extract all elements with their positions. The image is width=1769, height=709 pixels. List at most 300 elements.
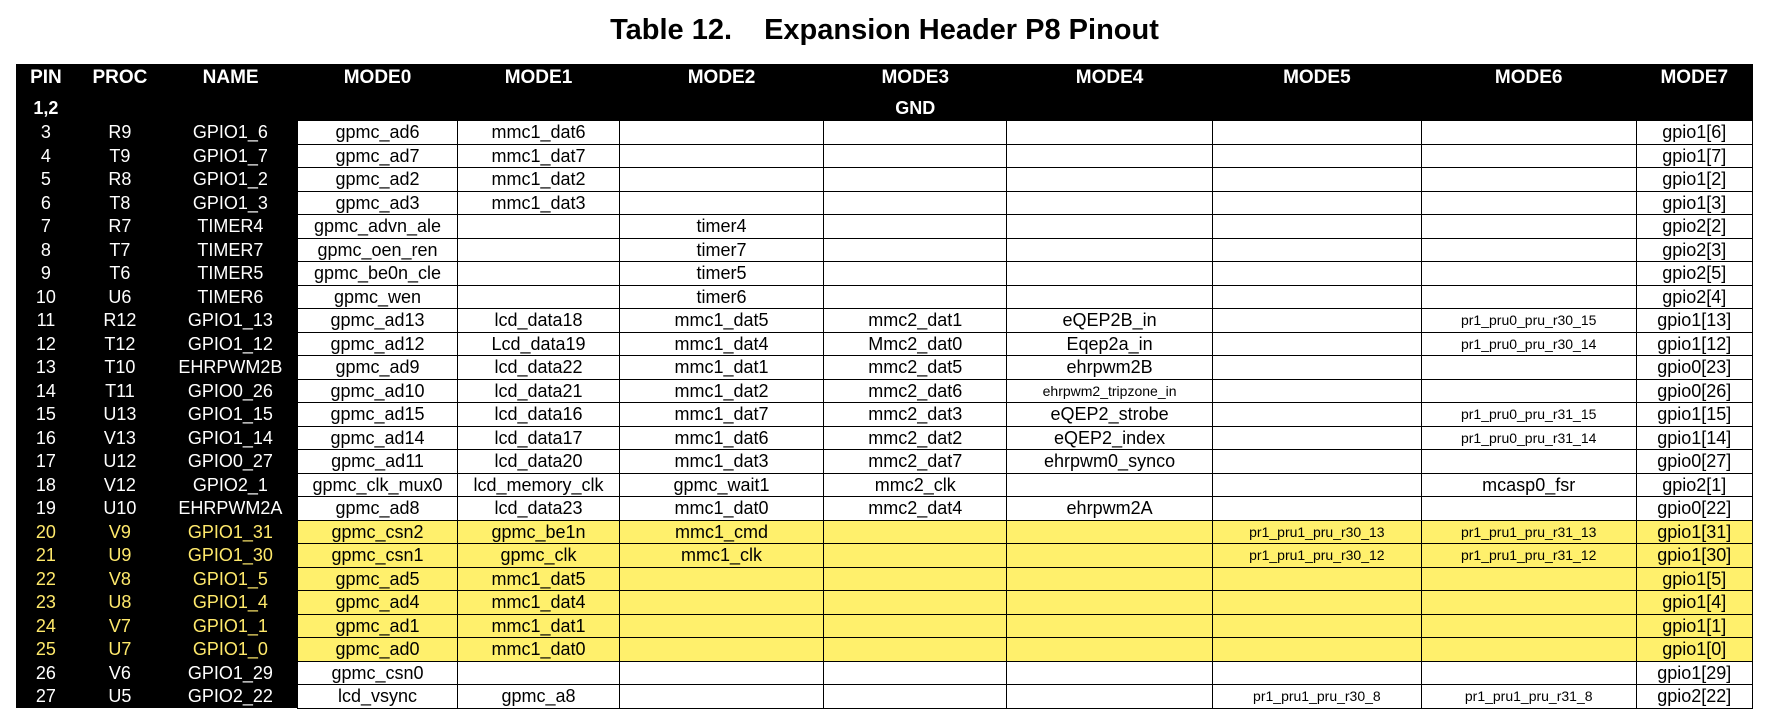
cell-proc: T12 xyxy=(76,332,164,356)
cell-mode0: gpmc_ad9 xyxy=(297,356,457,380)
cell-proc: R8 xyxy=(76,168,164,192)
cell-mode2: mmc1_dat0 xyxy=(619,497,823,521)
table-row xyxy=(16,567,1753,591)
cell-proc: V6 xyxy=(76,661,164,685)
cell-mode0: gpmc_advn_ale xyxy=(297,215,457,239)
cell-mode2: mmc1_dat2 xyxy=(619,379,823,403)
cell-mode3 xyxy=(824,567,1007,591)
column-header-mode4: MODE4 xyxy=(1007,64,1213,98)
cell-pin: 27 xyxy=(16,685,76,709)
table-row xyxy=(16,591,1753,615)
cell-mode1: lcd_data20 xyxy=(458,450,620,474)
cell-mode1: mmc1_dat3 xyxy=(458,191,620,215)
cell-mode1 xyxy=(458,215,620,239)
table-row xyxy=(16,638,1753,662)
cell-mode2 xyxy=(619,121,823,145)
cell-mode6 xyxy=(1421,379,1636,403)
cell-mode4: ehrpwm2B xyxy=(1007,356,1213,380)
cell-mode5: pr1_pru1_pru_r30_13 xyxy=(1212,520,1421,544)
column-header-proc: PROC xyxy=(76,64,164,98)
cell-proc: V8 xyxy=(76,567,164,591)
cell-name: GPIO1_30 xyxy=(164,544,297,568)
cell-mode1: gpmc_a8 xyxy=(458,685,620,709)
cell-mode7: gpio2[3] xyxy=(1636,238,1752,262)
cell-mode6 xyxy=(1421,238,1636,262)
cell-mode6 xyxy=(1421,638,1636,662)
cell-name: TIMER4 xyxy=(164,215,297,239)
cell-mode7: gpio2[4] xyxy=(1636,285,1752,309)
cell-mode0: gpmc_ad1 xyxy=(297,614,457,638)
cell-proc: U9 xyxy=(76,544,164,568)
cell-mode2 xyxy=(619,638,823,662)
cell-name: GPIO1_7 xyxy=(164,144,297,168)
cell-mode4 xyxy=(1007,215,1213,239)
cell-mode3: mmc2_dat3 xyxy=(824,403,1007,427)
cell-proc: V12 xyxy=(76,473,164,497)
gnd-mode7-cell xyxy=(1636,98,1752,121)
cell-mode6: pr1_pru1_pru_r31_8 xyxy=(1421,685,1636,709)
cell-mode4: ehrpwm2A xyxy=(1007,497,1213,521)
cell-mode7: gpio1[6] xyxy=(1636,121,1752,145)
cell-mode7: gpio1[7] xyxy=(1636,144,1752,168)
cell-mode5: pr1_pru1_pru_r30_8 xyxy=(1212,685,1421,709)
cell-mode5 xyxy=(1212,191,1421,215)
cell-mode6 xyxy=(1421,262,1636,286)
cell-pin: 17 xyxy=(16,450,76,474)
cell-mode2: mmc1_dat3 xyxy=(619,450,823,474)
table-row xyxy=(16,215,1753,239)
cell-mode0: lcd_vsync xyxy=(297,685,457,709)
cell-mode4: ehrpwm2_tripzone_in xyxy=(1007,379,1213,403)
cell-proc: V13 xyxy=(76,426,164,450)
cell-mode7: gpio1[0] xyxy=(1636,638,1752,662)
cell-pin: 25 xyxy=(16,638,76,662)
cell-mode6 xyxy=(1421,614,1636,638)
cell-mode0: gpmc_ad10 xyxy=(297,379,457,403)
cell-mode4 xyxy=(1007,168,1213,192)
column-header-name: NAME xyxy=(164,64,297,98)
cell-mode7: gpio1[31] xyxy=(1636,520,1752,544)
column-header-mode6: MODE6 xyxy=(1421,64,1636,98)
cell-mode4 xyxy=(1007,191,1213,215)
cell-mode0: gpmc_ad14 xyxy=(297,426,457,450)
cell-mode0: gpmc_ad8 xyxy=(297,497,457,521)
cell-pin: 14 xyxy=(16,379,76,403)
table-row xyxy=(16,614,1753,638)
cell-mode2: mmc1_dat7 xyxy=(619,403,823,427)
cell-mode0: gpmc_ad12 xyxy=(297,332,457,356)
cell-mode7: gpio0[26] xyxy=(1636,379,1752,403)
cell-mode0: gpmc_ad7 xyxy=(297,144,457,168)
cell-name: GPIO1_15 xyxy=(164,403,297,427)
table-row xyxy=(16,168,1753,192)
cell-name: TIMER6 xyxy=(164,285,297,309)
cell-mode7: gpio1[3] xyxy=(1636,191,1752,215)
cell-mode3 xyxy=(824,685,1007,709)
cell-mode2 xyxy=(619,567,823,591)
cell-mode1 xyxy=(458,262,620,286)
cell-pin: 5 xyxy=(16,168,76,192)
table-row xyxy=(16,497,1753,521)
cell-mode1: mmc1_dat6 xyxy=(458,121,620,145)
cell-proc: V9 xyxy=(76,520,164,544)
cell-name: GPIO1_31 xyxy=(164,520,297,544)
cell-proc: V7 xyxy=(76,614,164,638)
cell-proc: T10 xyxy=(76,356,164,380)
cell-pin: 9 xyxy=(16,262,76,286)
cell-name: GPIO1_2 xyxy=(164,168,297,192)
pinout-table-container xyxy=(16,64,1753,709)
cell-mode6 xyxy=(1421,191,1636,215)
cell-mode2 xyxy=(619,685,823,709)
cell-mode1: lcd_data17 xyxy=(458,426,620,450)
cell-mode0: gpmc_csn1 xyxy=(297,544,457,568)
cell-mode1: mmc1_dat7 xyxy=(458,144,620,168)
cell-mode7: gpio1[14] xyxy=(1636,426,1752,450)
cell-mode6 xyxy=(1421,168,1636,192)
cell-mode2: timer7 xyxy=(619,238,823,262)
cell-name: GPIO1_14 xyxy=(164,426,297,450)
cell-mode1: mmc1_dat5 xyxy=(458,567,620,591)
cell-pin: 8 xyxy=(16,238,76,262)
cell-pin: 10 xyxy=(16,285,76,309)
cell-name: GPIO1_6 xyxy=(164,121,297,145)
cell-mode3 xyxy=(824,215,1007,239)
cell-mode7: gpio0[23] xyxy=(1636,356,1752,380)
cell-mode4 xyxy=(1007,144,1213,168)
cell-mode5 xyxy=(1212,332,1421,356)
cell-mode6: pr1_pru1_pru_r31_12 xyxy=(1421,544,1636,568)
cell-proc: U12 xyxy=(76,450,164,474)
cell-mode5 xyxy=(1212,497,1421,521)
gnd-mode5-cell xyxy=(1212,98,1421,121)
table-row xyxy=(16,356,1753,380)
table-row xyxy=(16,191,1753,215)
cell-mode4 xyxy=(1007,661,1213,685)
cell-mode3 xyxy=(824,121,1007,145)
cell-mode7: gpio0[27] xyxy=(1636,450,1752,474)
cell-mode5 xyxy=(1212,144,1421,168)
cell-mode4: ehrpwm0_synco xyxy=(1007,450,1213,474)
cell-mode4 xyxy=(1007,285,1213,309)
cell-mode6: pr1_pru0_pru_r31_14 xyxy=(1421,426,1636,450)
cell-mode5 xyxy=(1212,638,1421,662)
cell-mode6 xyxy=(1421,144,1636,168)
cell-mode1: lcd_data23 xyxy=(458,497,620,521)
table-row xyxy=(16,309,1753,333)
cell-mode7: gpio0[22] xyxy=(1636,497,1752,521)
cell-mode3 xyxy=(824,661,1007,685)
cell-mode1: mmc1_dat4 xyxy=(458,591,620,615)
cell-name: GPIO1_13 xyxy=(164,309,297,333)
cell-mode5 xyxy=(1212,591,1421,615)
cell-proc: U6 xyxy=(76,285,164,309)
column-header-mode0: MODE0 xyxy=(297,64,457,98)
table-caption: Expansion Header P8 Pinout xyxy=(764,14,1159,46)
cell-name: EHRPWM2A xyxy=(164,497,297,521)
gnd-row xyxy=(16,98,1753,121)
cell-proc: T6 xyxy=(76,262,164,286)
cell-mode5 xyxy=(1212,567,1421,591)
cell-mode2 xyxy=(619,191,823,215)
table-row xyxy=(16,450,1753,474)
cell-mode2: mmc1_dat6 xyxy=(619,426,823,450)
cell-mode3: mmc2_dat1 xyxy=(824,309,1007,333)
table-row xyxy=(16,332,1753,356)
cell-mode5 xyxy=(1212,473,1421,497)
cell-pin: 20 xyxy=(16,520,76,544)
cell-mode1: gpmc_clk xyxy=(458,544,620,568)
table-title xyxy=(0,14,1769,47)
cell-mode5 xyxy=(1212,285,1421,309)
cell-mode0: gpmc_ad2 xyxy=(297,168,457,192)
cell-mode6 xyxy=(1421,450,1636,474)
gnd-pin-cell: 1,2 xyxy=(16,98,76,121)
cell-proc: T11 xyxy=(76,379,164,403)
table-row xyxy=(16,403,1753,427)
cell-name: GPIO1_4 xyxy=(164,591,297,615)
cell-mode3 xyxy=(824,191,1007,215)
cell-mode0: gpmc_ad11 xyxy=(297,450,457,474)
cell-mode1: lcd_data22 xyxy=(458,356,620,380)
cell-mode7: gpio2[2] xyxy=(1636,215,1752,239)
cell-mode1 xyxy=(458,285,620,309)
cell-mode0: gpmc_ad13 xyxy=(297,309,457,333)
cell-proc: T8 xyxy=(76,191,164,215)
cell-mode3 xyxy=(824,614,1007,638)
cell-mode5 xyxy=(1212,121,1421,145)
cell-mode5 xyxy=(1212,403,1421,427)
cell-mode5 xyxy=(1212,614,1421,638)
cell-mode1: mmc1_dat1 xyxy=(458,614,620,638)
cell-mode1: mmc1_dat0 xyxy=(458,638,620,662)
cell-mode5: pr1_pru1_pru_r30_12 xyxy=(1212,544,1421,568)
cell-mode2 xyxy=(619,661,823,685)
cell-name: GPIO1_29 xyxy=(164,661,297,685)
cell-mode5 xyxy=(1212,309,1421,333)
cell-pin: 15 xyxy=(16,403,76,427)
table-row xyxy=(16,426,1753,450)
table-row xyxy=(16,285,1753,309)
cell-name: GPIO1_5 xyxy=(164,567,297,591)
column-header-mode3: MODE3 xyxy=(824,64,1007,98)
table-row xyxy=(16,238,1753,262)
cell-mode3: mmc2_dat2 xyxy=(824,426,1007,450)
gnd-mode4-cell xyxy=(1007,98,1213,121)
cell-mode1: lcd_memory_clk xyxy=(458,473,620,497)
cell-mode2: mmc1_dat4 xyxy=(619,332,823,356)
cell-mode5 xyxy=(1212,238,1421,262)
cell-mode4: eQEP2B_in xyxy=(1007,309,1213,333)
cell-mode6: pr1_pru0_pru_r31_15 xyxy=(1421,403,1636,427)
cell-mode3: Mmc2_dat0 xyxy=(824,332,1007,356)
cell-name: GPIO0_27 xyxy=(164,450,297,474)
gnd-name-cell xyxy=(164,98,297,121)
cell-proc: R7 xyxy=(76,215,164,239)
cell-mode3 xyxy=(824,262,1007,286)
cell-mode6: pr1_pru0_pru_r30_15 xyxy=(1421,309,1636,333)
cell-mode5 xyxy=(1212,168,1421,192)
cell-pin: 23 xyxy=(16,591,76,615)
cell-mode3 xyxy=(824,168,1007,192)
cell-pin: 12 xyxy=(16,332,76,356)
cell-mode4 xyxy=(1007,638,1213,662)
table-row xyxy=(16,144,1753,168)
gnd-proc-cell xyxy=(76,98,164,121)
cell-mode4 xyxy=(1007,591,1213,615)
cell-mode1: mmc1_dat2 xyxy=(458,168,620,192)
cell-mode1: lcd_data18 xyxy=(458,309,620,333)
cell-mode6: pr1_pru1_pru_r31_13 xyxy=(1421,520,1636,544)
cell-mode4 xyxy=(1007,520,1213,544)
cell-mode4: eQEP2_index xyxy=(1007,426,1213,450)
table-row xyxy=(16,379,1753,403)
gnd-label-cell: GND xyxy=(824,98,1007,121)
gnd-mode2-cell xyxy=(619,98,823,121)
table-body xyxy=(16,98,1753,708)
cell-mode7: gpio1[5] xyxy=(1636,567,1752,591)
cell-proc: U13 xyxy=(76,403,164,427)
cell-name: GPIO2_1 xyxy=(164,473,297,497)
cell-mode4 xyxy=(1007,262,1213,286)
cell-mode7: gpio1[12] xyxy=(1636,332,1752,356)
cell-pin: 7 xyxy=(16,215,76,239)
gnd-mode1-cell xyxy=(458,98,620,121)
cell-mode6 xyxy=(1421,591,1636,615)
cell-mode7: gpio1[29] xyxy=(1636,661,1752,685)
column-header-mode1: MODE1 xyxy=(458,64,620,98)
cell-mode1: lcd_data16 xyxy=(458,403,620,427)
cell-mode4 xyxy=(1007,567,1213,591)
table-header xyxy=(16,64,1753,98)
cell-mode7: gpio1[15] xyxy=(1636,403,1752,427)
cell-mode5 xyxy=(1212,262,1421,286)
table-number: Table 12. xyxy=(610,14,733,46)
cell-mode0: gpmc_wen xyxy=(297,285,457,309)
table-row xyxy=(16,544,1753,568)
cell-mode2: timer6 xyxy=(619,285,823,309)
cell-mode6 xyxy=(1421,121,1636,145)
cell-name: GPIO1_12 xyxy=(164,332,297,356)
gnd-mode0-cell xyxy=(297,98,457,121)
cell-mode1 xyxy=(458,238,620,262)
cell-name: TIMER5 xyxy=(164,262,297,286)
cell-mode3 xyxy=(824,591,1007,615)
cell-mode2: timer5 xyxy=(619,262,823,286)
cell-pin: 21 xyxy=(16,544,76,568)
table-row xyxy=(16,685,1753,709)
cell-mode3 xyxy=(824,238,1007,262)
gnd-mode6-cell xyxy=(1421,98,1636,121)
cell-proc: U8 xyxy=(76,591,164,615)
column-header-pin: PIN xyxy=(16,64,76,98)
cell-proc: R12 xyxy=(76,309,164,333)
cell-mode7: gpio2[1] xyxy=(1636,473,1752,497)
table-row xyxy=(16,661,1753,685)
cell-proc: R9 xyxy=(76,121,164,145)
cell-proc: U5 xyxy=(76,685,164,709)
cell-proc: T9 xyxy=(76,144,164,168)
cell-mode6 xyxy=(1421,567,1636,591)
cell-mode4 xyxy=(1007,544,1213,568)
cell-mode3: mmc2_dat7 xyxy=(824,450,1007,474)
cell-mode3 xyxy=(824,638,1007,662)
cell-pin: 22 xyxy=(16,567,76,591)
cell-mode0: gpmc_ad4 xyxy=(297,591,457,615)
cell-proc: U7 xyxy=(76,638,164,662)
cell-mode7: gpio1[30] xyxy=(1636,544,1752,568)
cell-mode3: mmc2_dat4 xyxy=(824,497,1007,521)
cell-mode6 xyxy=(1421,285,1636,309)
cell-mode7: gpio1[1] xyxy=(1636,614,1752,638)
cell-mode5 xyxy=(1212,661,1421,685)
cell-mode4 xyxy=(1007,685,1213,709)
cell-mode4 xyxy=(1007,121,1213,145)
cell-name: GPIO2_22 xyxy=(164,685,297,709)
cell-mode4: eQEP2_strobe xyxy=(1007,403,1213,427)
cell-name: TIMER7 xyxy=(164,238,297,262)
cell-pin: 16 xyxy=(16,426,76,450)
cell-mode2: mmc1_dat1 xyxy=(619,356,823,380)
cell-mode1 xyxy=(458,661,620,685)
cell-pin: 4 xyxy=(16,144,76,168)
cell-mode1: Lcd_data19 xyxy=(458,332,620,356)
table-row xyxy=(16,121,1753,145)
cell-mode5 xyxy=(1212,379,1421,403)
cell-mode2: gpmc_wait1 xyxy=(619,473,823,497)
cell-mode0: gpmc_ad6 xyxy=(297,121,457,145)
header-row xyxy=(16,64,1753,98)
cell-mode0: gpmc_be0n_cle xyxy=(297,262,457,286)
cell-pin: 19 xyxy=(16,497,76,521)
cell-mode3 xyxy=(824,144,1007,168)
cell-mode5 xyxy=(1212,356,1421,380)
cell-pin: 11 xyxy=(16,309,76,333)
table-row xyxy=(16,473,1753,497)
cell-pin: 18 xyxy=(16,473,76,497)
cell-mode5 xyxy=(1212,215,1421,239)
cell-mode5 xyxy=(1212,450,1421,474)
cell-mode7: gpio2[22] xyxy=(1636,685,1752,709)
cell-mode6: mcasp0_fsr xyxy=(1421,473,1636,497)
cell-mode3: mmc2_dat6 xyxy=(824,379,1007,403)
cell-mode6: pr1_pru0_pru_r30_14 xyxy=(1421,332,1636,356)
cell-mode2 xyxy=(619,168,823,192)
cell-mode3 xyxy=(824,520,1007,544)
cell-mode3: mmc2_clk xyxy=(824,473,1007,497)
cell-pin: 6 xyxy=(16,191,76,215)
cell-mode0: gpmc_ad15 xyxy=(297,403,457,427)
cell-mode7: gpio1[2] xyxy=(1636,168,1752,192)
cell-proc: T7 xyxy=(76,238,164,262)
cell-mode5 xyxy=(1212,426,1421,450)
cell-mode2: mmc1_cmd xyxy=(619,520,823,544)
cell-mode2: mmc1_clk xyxy=(619,544,823,568)
cell-mode4: Eqep2a_in xyxy=(1007,332,1213,356)
pinout-table xyxy=(16,64,1753,709)
cell-mode3 xyxy=(824,285,1007,309)
cell-mode2 xyxy=(619,144,823,168)
cell-mode6 xyxy=(1421,497,1636,521)
cell-mode6 xyxy=(1421,215,1636,239)
cell-pin: 26 xyxy=(16,661,76,685)
cell-mode6 xyxy=(1421,661,1636,685)
cell-pin: 3 xyxy=(16,121,76,145)
cell-mode0: gpmc_ad0 xyxy=(297,638,457,662)
cell-mode0: gpmc_clk_mux0 xyxy=(297,473,457,497)
cell-mode7: gpio2[5] xyxy=(1636,262,1752,286)
cell-mode1: gpmc_be1n xyxy=(458,520,620,544)
